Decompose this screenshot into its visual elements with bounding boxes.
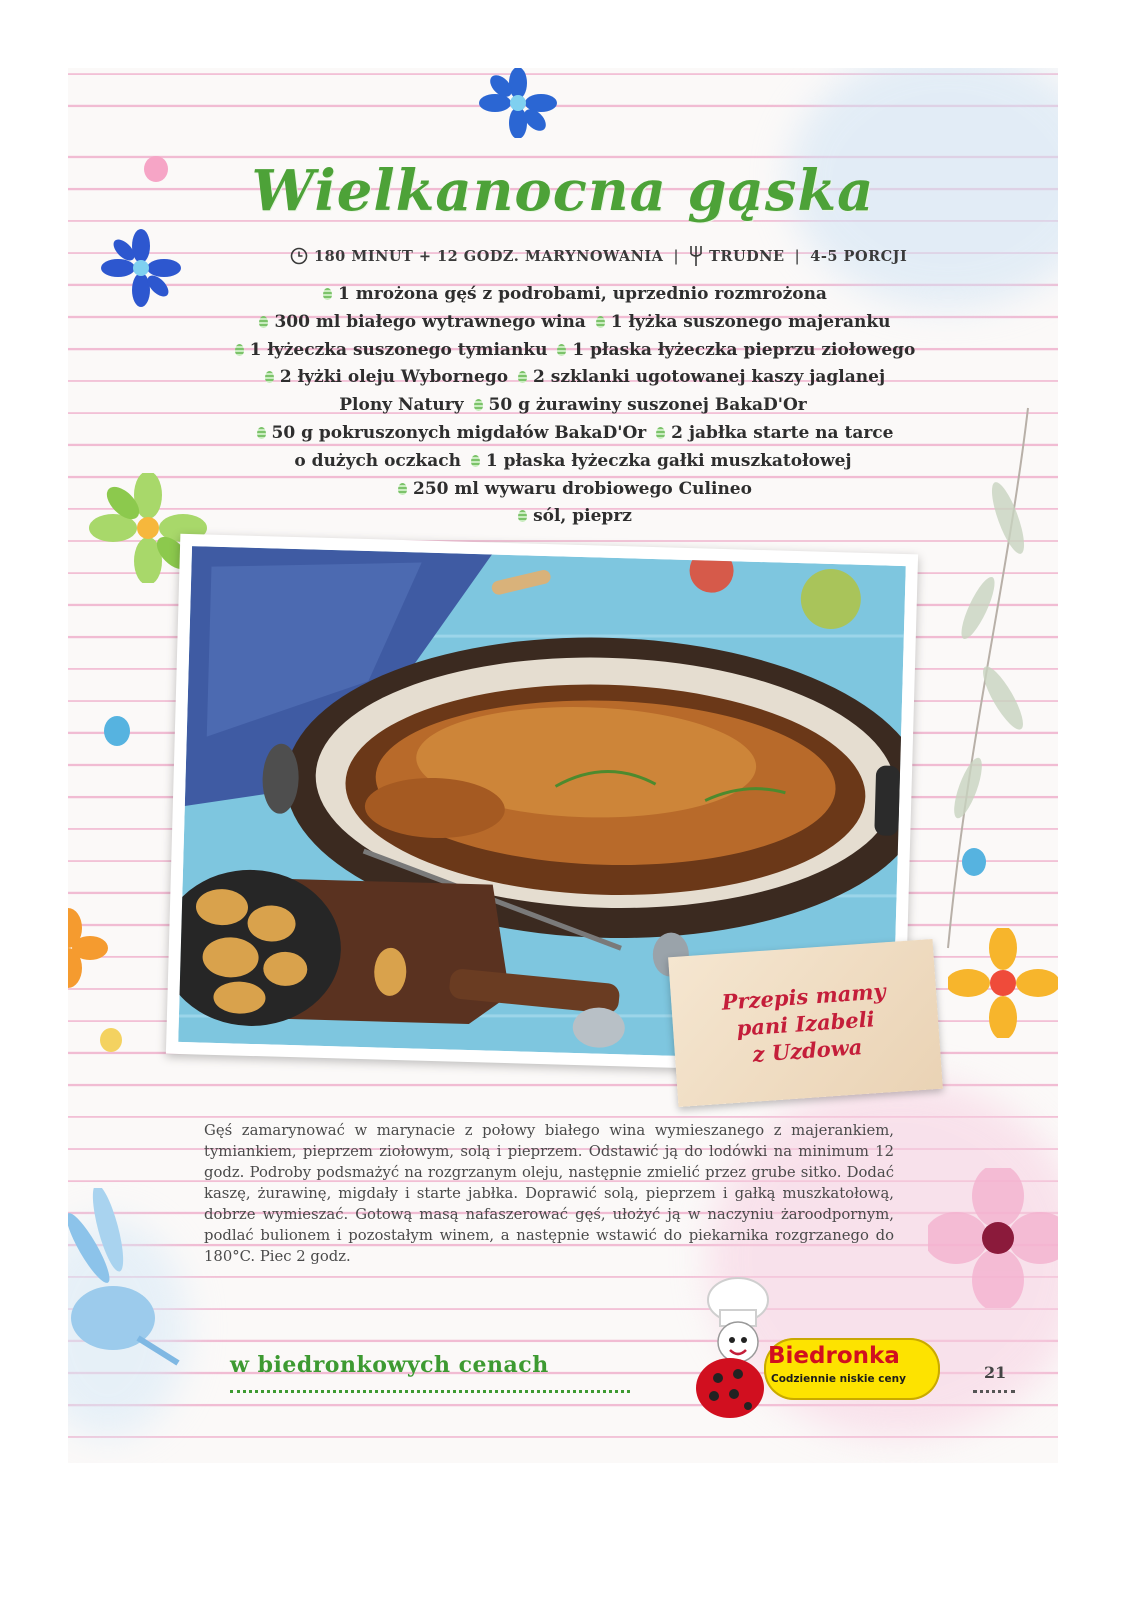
ingredient-row xyxy=(178,420,968,448)
recipe-page xyxy=(68,68,1058,1463)
egg-bullet-icon xyxy=(557,344,566,356)
ingredient-row xyxy=(178,476,968,504)
recipe-title: Wielkanocna gąska xyxy=(251,158,875,224)
ingredient: 250 ml wywaru drobiowego Culineo xyxy=(413,478,752,499)
egg-bullet-icon xyxy=(474,399,483,411)
meta-separator: | xyxy=(794,247,801,265)
egg-bullet-icon xyxy=(265,371,274,383)
ingredient: 1 łyżka suszonego majeranku xyxy=(610,311,891,332)
footer-tagline: w biedronkowych cenach xyxy=(230,1352,549,1378)
recipe-author-note xyxy=(668,939,943,1107)
meta-separator: | xyxy=(673,247,680,265)
ingredient: 2 jabłka starte na tarce xyxy=(671,422,894,443)
bunny-icon xyxy=(68,1188,188,1368)
egg-bullet-icon xyxy=(471,455,480,467)
note-line: z Uzdowa xyxy=(751,1033,864,1067)
ingredient: 2 łyżki oleju Wybornego xyxy=(279,367,509,388)
ingredient-row xyxy=(178,281,968,309)
ingredient: 300 ml białego wytrawnego wina xyxy=(274,311,586,332)
ingredient-row xyxy=(178,503,968,531)
ingredient-row xyxy=(178,448,968,476)
clock-icon xyxy=(290,247,308,265)
recipe-meta xyxy=(290,245,1010,267)
note-line: Przepis mamy xyxy=(720,977,887,1015)
ingredient-row xyxy=(178,392,968,420)
egg-bullet-icon xyxy=(596,316,605,328)
ingredient: 1 łyżeczka suszonego tymianku xyxy=(249,339,548,360)
ingredient: 1 mrożona gęś z podrobami, uprzednio rozmrożona xyxy=(338,284,827,304)
brand-name: Biedronka xyxy=(768,1343,900,1369)
egg-bullet-icon xyxy=(257,427,266,439)
egg-bullet-icon xyxy=(518,371,527,383)
footer-divider xyxy=(230,1390,630,1393)
egg-bullet-icon xyxy=(398,483,407,495)
ingredient: 1 płaska łyżeczka gałki muszkatołowej xyxy=(485,450,852,471)
page-number-divider xyxy=(973,1390,1015,1393)
flower-icon xyxy=(68,908,108,988)
page-number: 21 xyxy=(984,1363,1007,1382)
blue-dot xyxy=(104,716,130,746)
difficulty: TRUDNE xyxy=(709,247,785,265)
ingredient: 50 g pokruszonych migdałów BakaD'Or xyxy=(271,422,647,443)
egg-bullet-icon xyxy=(518,510,527,522)
flower-icon xyxy=(96,228,186,308)
ingredient: 2 szklanki ugotowanej kaszy jaglanej xyxy=(533,367,886,388)
ingredient-row xyxy=(178,364,968,392)
fork-icon xyxy=(689,245,703,267)
ingredient: 50 g żurawiny suszonej BakaD'Or xyxy=(488,395,807,416)
ingredient: 1 płaska łyżeczka pieprzu ziołowego xyxy=(572,339,916,360)
servings: 4-5 PORCJI xyxy=(810,247,908,265)
note-line: pani Izabeli xyxy=(735,1005,876,1041)
ingredient-list xyxy=(178,281,968,531)
egg-bullet-icon xyxy=(235,344,244,356)
egg-bullet-icon xyxy=(259,316,268,328)
prep-time: 180 MINUT + 12 GODZ. MARYNOWANIA xyxy=(314,247,664,265)
ingredient: sól, pieprz xyxy=(533,506,632,527)
egg-bullet-icon xyxy=(656,427,665,439)
recipe-instructions: Gęś zamarynować w marynacie z połowy białego wina wymieszanego z majerankiem, tymiankiem, pieprzem ziołowym, solą i pieprzem. Odstawić ją do lodówki na minimum 12 godz. Podroby podsmażyć na rozgrzanym oleju, następnie zmielić przez grube sitko. Dodać kaszę, żurawinę, migdały i starte jabłka. Doprawić solą, pieprzem i gałką muszkatołową, dobrze wymieszać. Gotową masą nafaszerować gęś, ułożyć ją w naczyniu żaroodpornym, podlać bulionem i pozostałym winem, a następnie wstawić do piekarnika rozgrzanego do 180°C. Piec 2 godz. xyxy=(204,1122,894,1265)
egg-bullet-icon xyxy=(323,288,332,300)
flower-icon xyxy=(928,1168,1058,1308)
brand-slogan: Codziennie niskie ceny xyxy=(771,1373,906,1385)
ingredient: Plony Natury xyxy=(339,395,464,416)
ingredient: o dużych oczkach xyxy=(294,450,461,471)
yellow-dot xyxy=(100,1028,122,1052)
ingredient-row xyxy=(178,337,968,365)
flower-icon xyxy=(473,68,563,138)
ingredient-row xyxy=(178,309,968,337)
ladybug-chef-icon xyxy=(690,1270,780,1420)
